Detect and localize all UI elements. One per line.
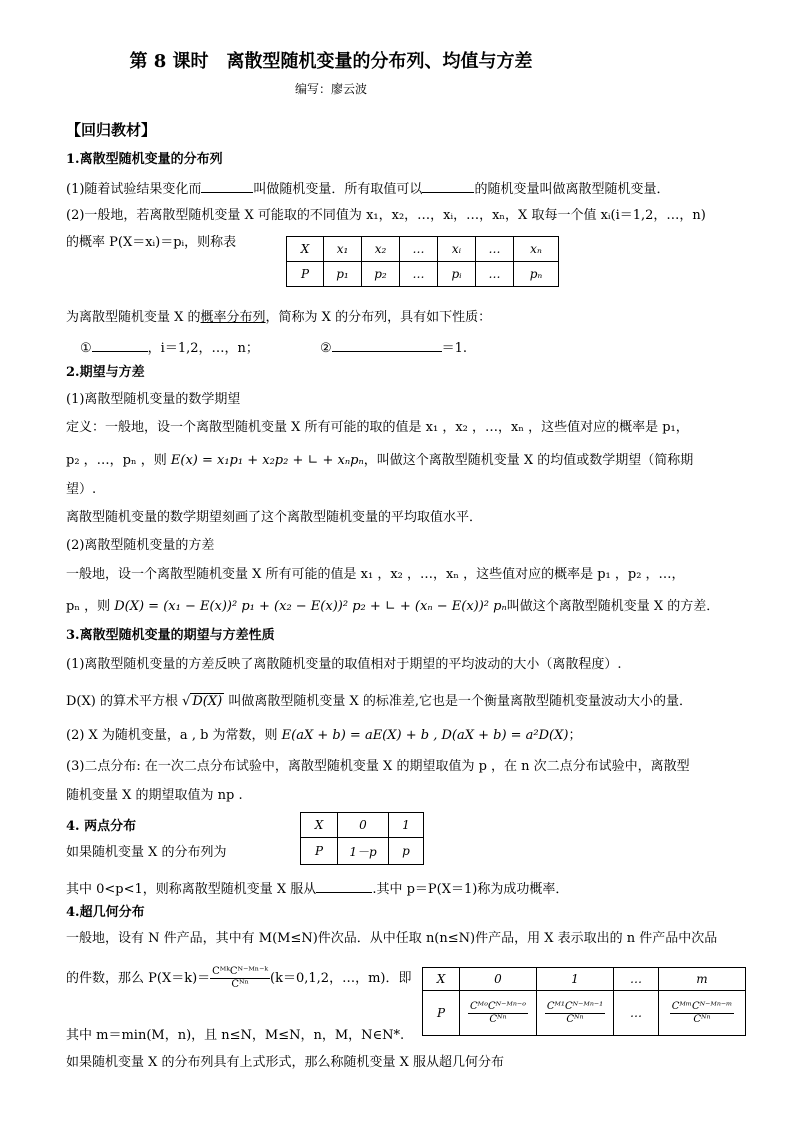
section-heading: 【回归教材】 [66, 121, 157, 139]
s1-line4: 为离散型随机变量 X 的概率分布列，简称为 X 的分布列，具有如下性质： [66, 310, 492, 325]
s3-p2: D(X) 的算术平方根 √ D(X) 叫做离散型随机变量 X 的标准差,它也是一个衡量离散型随机变量波动大小的量． [66, 694, 692, 709]
s5-line1: 一般地，设有 N 件产品，其中有 M(M≤N)件次品．从中任取 n(n≤N)件产品，用 X 表示取出的 n 件产品中次品 [66, 931, 718, 946]
s5-line4: 如果随机变量 X 的分布列具有上式形式，那么称随机变量 X 服从超几何分布 [66, 1055, 505, 1070]
hypergeometric-fraction: $\frac{\text{CᴹᵏCᴺ⁻ᴹⁿ⁻ᵏ}}{\text{Cᴺⁿ}}$ [212, 966, 269, 990]
s1-line1: (1)随着试验结果变化而 叫做随机变量．所有取值可以 的随机变量叫做离散型随机变量． [66, 178, 669, 199]
table-row: P p₁ p₂ … pᵢ … pₙ [287, 262, 559, 287]
table-row: X 0 1 … m [423, 968, 746, 991]
s3-p3: (2) X 为随机变量，a , b 为常数，则 E(aX + b) = aE(X) + b , D(aX + b) = a²D(X)； [66, 728, 582, 743]
table-row: P 1－p p [301, 838, 424, 865]
s1-heading: 1.离散型随机变量的分布列 [66, 152, 223, 167]
expectation-formula: E(x) = x₁p₁ + x₂p₂ + ∟ + xₙpₙ [170, 453, 364, 468]
s2-sub1: (1)离散型随机变量的数学期望 [66, 392, 241, 407]
s3-p5: 随机变量 X 的期望取值为 np . [66, 788, 243, 803]
s1-property2: ② ＝1. [320, 337, 467, 358]
author-line: 编写：廖云波 [294, 82, 367, 96]
page-title: 第 8 课时 离散型随机变量的分布列、均值与方差 [129, 51, 533, 72]
table-row: P $\frac{\text{CᴹᵒCᴺ⁻ᴹⁿ⁻ᵒ}}{\text{Cᴺⁿ}}$ $\frac{\text{Cᴹ¹Cᴺ⁻ᴹⁿ⁻¹}}{\text{Cᴺⁿ}}$ … $\frac{\text{CᴹᵐCᴺ⁻ᴹⁿ⁻ᵐ}}{\text{Cᴺⁿ}}$ [423, 991, 746, 1036]
s3-p1: (1)离散型随机变量的方差反映了离散随机变量的取值相对于期望的平均波动的大小（离散程度）. [66, 657, 622, 672]
s5-line2: 的件数，那么 P(X＝k)＝ $\frac{\text{CᴹᵏCᴺ⁻ᴹⁿ⁻ᵏ}}{\text{Cᴺⁿ}}$ (k＝0,1,2，…，m)．即 [66, 966, 412, 990]
table-row: X x₁ x₂ … xᵢ … xₙ [287, 237, 559, 262]
s2-sub2: (2)离散型随机变量的方差 [66, 538, 215, 553]
s3-heading: 3.离散型随机变量的期望与方差性质 [66, 628, 275, 643]
s2-var1: 一般地，设一个离散型随机变量 X 所有可能的值是 x₁ ，x₂ ，…，xₙ ，这些值对应的概率是 p₁ ，p₂ ，…， [66, 567, 685, 582]
s1-property1: ① ，i＝1,2，…，n； [80, 337, 259, 358]
two-point-table [300, 812, 424, 865]
s5-heading: 4.超几何分布 [66, 905, 145, 920]
s2-heading: 2.期望与方差 [66, 365, 145, 380]
distribution-table [286, 236, 559, 287]
s4-line1: 如果随机变量 X 的分布列为 [66, 845, 227, 860]
s3-p4: (3)二点分布: 在一次二点分布试验中，离散型随机变量 X 的期望取值为 p ，在 n 次二点分布试验中，离散型 [66, 759, 690, 774]
variance-formula: D(X) = (x₁ − E(x))² p₁ + (x₂ − E(x))² p₂ + ∟ + (xₙ − E(x))² pₙ [114, 599, 507, 614]
s4-heading: 4. 两点分布 [66, 819, 137, 834]
s1-line3: 的概率 P(X＝xᵢ)＝pᵢ，则称表 [66, 235, 237, 250]
s2-def1: 定义：一般地，设一个离散型随机变量 X 所有可能的取的值是 x₁ ，x₂ ，…，xₙ ，这些值对应的概率是 p₁， [66, 420, 689, 435]
s1-line2: (2)一般地，若离散型随机变量 X 可能取的不同值为 x₁，x₂，…，xᵢ，…，xₙ，X 取每一个值 xᵢ(i＝1,2，…，n) [66, 208, 706, 223]
s2-def3: 望）. [66, 482, 97, 497]
hypergeometric-table [422, 967, 746, 1036]
s2-note: 离散型随机变量的数学期望刻画了这个离散型随机变量的平均取值水平． [66, 510, 483, 525]
s5-line3: 其中 m＝min(M，n)，且 n≤N，M≤N，n，M，N∈N*. [66, 1028, 405, 1043]
property-formula: E(aX + b) = aE(X) + b , D(aX + b) = a²D(X) [281, 728, 569, 743]
s2-var2: pₙ ，则 D(X) = (x₁ − E(x))² p₁ + (x₂ − E(x))² p₂ + ∟ + (xₙ − E(x))² pₙ叫做这个离散型随机变量 X 的方差． [66, 599, 720, 614]
s4-line2: 其中 0<p<1，则称离散型随机变量 X 服从 .其中 p＝P(X＝1)称为成功概率． [66, 878, 568, 899]
s2-def2: p₂ ，…，pₙ ，则 E(x) = x₁p₁ + x₂p₂ + ∟ + xₙpₙ，叫做这个离散型随机变量 X 的均值或数学期望（简称期 [66, 453, 694, 468]
table-row: X 0 1 [301, 813, 424, 838]
